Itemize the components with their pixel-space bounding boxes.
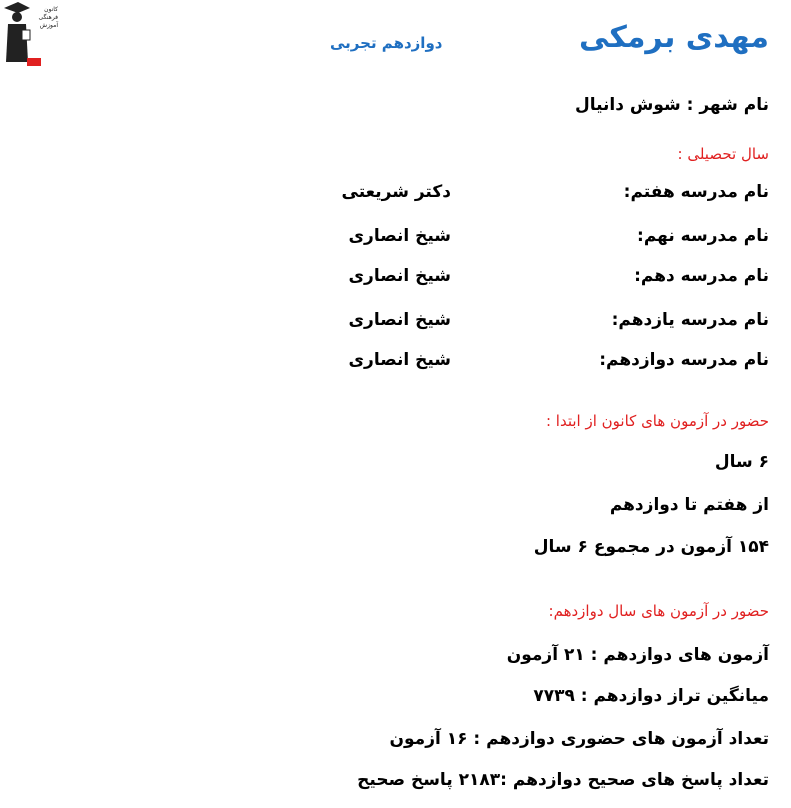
school-9-value: شیخ انصاری (348, 226, 451, 246)
school-7-label: نام مدرسه هفتم: (623, 182, 769, 202)
grade12-exams: آزمون های دوازدهم : ۲۱ آزمون (506, 645, 769, 665)
student-name: مهدی برمکی (579, 20, 769, 55)
school-9-label: نام مدرسه نهم: (637, 226, 769, 246)
attendance-total: ۱۵۴ آزمون در مجموع ۶ سال (533, 537, 769, 557)
grade12-title: حضور در آزمون های سال دوازدهم: (548, 602, 769, 620)
school-10-value: شیخ انصاری (348, 266, 451, 286)
school-12-label: نام مدرسه دوازدهم: (599, 350, 769, 370)
school-7-value: دکتر شریعتی (341, 182, 451, 202)
school-12-value: شیخ انصاری (348, 350, 451, 370)
city: نام شهر : شوش دانیال (574, 95, 769, 115)
logo-text-3: آموزش (39, 22, 58, 29)
grade12-in-person: تعداد آزمون های حضوری دوازدهم : ۱۶ آزمون (389, 729, 769, 749)
grade12-average: میانگین تراز دوازدهم : ۷۷۳۹ (533, 686, 769, 706)
logo-text-2: فرهنگی (38, 14, 58, 21)
grade12-correct: تعداد پاسخ های صحیح دوازدهم :۲۱۸۳ پاسخ صحیح (357, 770, 769, 790)
attendance-title: حضور در آزمون های کانون از ابتدا : (545, 412, 769, 430)
school-11-value: شیخ انصاری (348, 310, 451, 330)
academic-year-title: سال تحصیلی : (677, 145, 769, 163)
attendance-range: از هفتم تا دوازدهم (609, 495, 769, 515)
school-10-label: نام مدرسه دهم: (634, 266, 769, 286)
attendance-years: ۶ سال (714, 452, 769, 472)
kanoon-logo (0, 0, 58, 68)
school-11-label: نام مدرسه یازدهم: (611, 310, 769, 330)
logo-text-4: قلم چی (38, 30, 58, 37)
grade-label: دوازدهم تجربی (330, 34, 443, 52)
logo-text-1: کانون (44, 6, 58, 13)
